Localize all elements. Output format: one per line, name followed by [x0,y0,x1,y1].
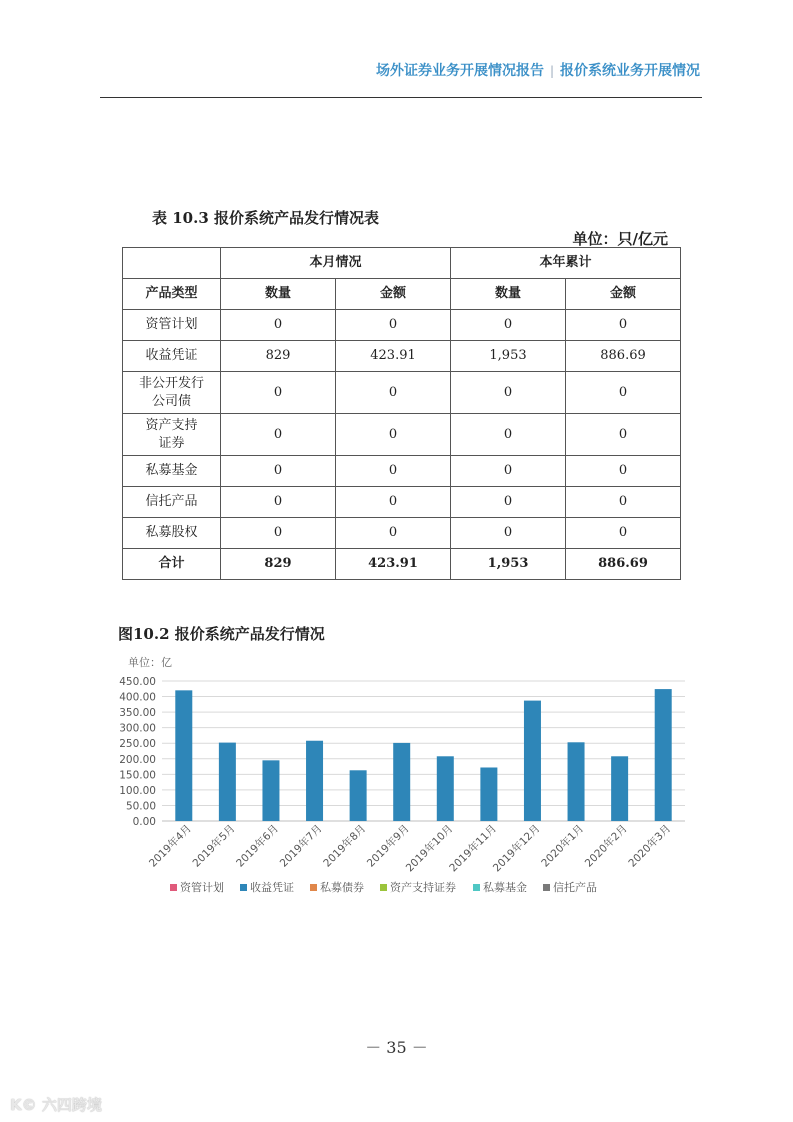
row-month-amount: 0 [336,487,451,518]
bar [175,690,192,821]
row-year-count: 0 [451,372,566,414]
table-row [123,341,681,372]
y-tick-label: 250.00 [119,738,156,751]
y-tick-label: 150.00 [119,769,156,782]
row-month-count: 0 [221,372,336,414]
row-year-count: 0 [451,518,566,549]
row-type-line1: 非公开发行 [138,375,204,391]
group-header-year: 本年累计 [451,248,681,279]
bar [655,689,672,821]
x-tick-label: 2019年7月 [277,822,325,870]
row-year-amount: 0 [566,456,681,487]
col-header-type: 产品类型 [123,279,221,310]
col-header-year-count: 数量 [451,279,566,310]
y-tick-label: 350.00 [119,707,156,720]
y-tick-label: 0.00 [132,816,156,828]
row-type-line1: 资产支持 [145,417,198,433]
table-unit: 单位：只/亿元 [572,230,668,248]
row-month-count: 0 [221,456,336,487]
row-type: 私募股权 [123,518,221,549]
x-tick-label: 2020年1月 [539,822,587,870]
row-type-line2: 公司债 [151,393,191,409]
row-month-amount: 0 [336,310,451,341]
y-tick-label: 450.00 [119,676,156,688]
row-month-amount: 423.91 [336,341,451,372]
row-year-count: 1,953 [451,341,566,372]
total-year-count: 1,953 [451,549,566,580]
bar [437,756,454,821]
row-year-amount: 886.69 [566,341,681,372]
legend-swatch [310,884,317,891]
y-tick-label: 200.00 [119,753,156,766]
legend-label: 私募基金 [483,881,527,894]
y-tick-label: 400.00 [119,691,156,704]
row-month-amount: 0 [336,372,451,414]
x-tick-label: 2020年2月 [582,822,630,870]
x-tick-label: 2019年11月 [447,822,499,875]
row-type: 收益凭证 [123,341,221,372]
y-tick-label: 50.00 [125,800,156,813]
figure-title: 图10.2 报价系统产品发行情况 [118,625,325,643]
row-month-count: 0 [221,518,336,549]
row-year-amount: 0 [566,487,681,518]
legend-label: 收益凭证 [250,881,294,894]
col-header-month-count: 数量 [221,279,336,310]
total-month-count: 829 [221,549,336,580]
watermark-logo: K© 六四跨境 [10,1096,102,1114]
bar [306,741,323,821]
x-tick-label: 2019年4月 [146,822,194,870]
row-month-amount: 0 [336,518,451,549]
page-header [376,60,700,80]
table-row [123,310,681,341]
x-tick-label: 2020年3月 [626,822,674,870]
header-rule [100,97,702,98]
row-type [123,372,221,414]
row-year-amount: 0 [566,414,681,456]
legend-label: 私募债券 [320,881,364,894]
bar [480,767,497,821]
x-tick-label: 2019年6月 [234,822,282,870]
total-row [123,549,681,580]
legend-swatch [380,884,387,891]
bar [219,743,236,821]
legend-swatch [543,884,550,891]
group-header-row [123,248,681,279]
legend-swatch [240,884,247,891]
col-header-year-amount: 金额 [566,279,681,310]
bar [262,760,279,821]
row-year-count: 0 [451,310,566,341]
legend-swatch [473,884,480,891]
y-tick-label: 300.00 [119,722,156,735]
row-month-amount: 0 [336,414,451,456]
blank-header-cell [123,248,221,279]
header-section-title: 报价系统业务开展情况 [560,63,700,79]
row-year-count: 0 [451,487,566,518]
header-report-title: 场外证券业务开展情况报告 [375,63,544,79]
row-year-amount: 0 [566,372,681,414]
row-month-amount: 0 [336,456,451,487]
bar [611,756,628,821]
row-year-count: 0 [451,456,566,487]
x-tick-label: 2019年5月 [190,822,238,870]
row-type: 资管计划 [123,310,221,341]
bar [350,770,367,821]
product-issuance-table [122,247,681,580]
column-header-row [123,279,681,310]
legend-swatch [170,884,177,891]
x-tick-label: 2019年10月 [403,822,456,875]
table-row [123,372,681,414]
row-month-count: 0 [221,414,336,456]
total-year-amount: 886.69 [566,549,681,580]
legend-label: 资管计划 [180,881,224,894]
table-row [123,487,681,518]
row-month-count: 0 [221,487,336,518]
y-axis-label: 单位：亿 [128,656,172,669]
x-tick-label: 2019年9月 [364,822,412,870]
total-month-amount: 423.91 [336,549,451,580]
row-year-amount: 0 [566,518,681,549]
table-row [123,456,681,487]
issuance-bar-chart [110,648,700,908]
y-tick-label: 100.00 [119,784,156,797]
row-year-amount: 0 [566,310,681,341]
row-type: 私募基金 [123,456,221,487]
bar [393,743,410,821]
legend-label: 资产支持证券 [390,881,456,894]
x-tick-label: 2019年8月 [321,822,369,870]
table-title: 表 10.3 报价系统产品发行情况表 [152,209,379,227]
total-type: 合计 [123,549,221,580]
bar [524,701,541,821]
row-month-count: 829 [221,341,336,372]
bar [568,742,585,821]
row-type-line2: 证券 [158,435,185,451]
col-header-month-amount: 金额 [336,279,451,310]
table-row [123,518,681,549]
group-header-month: 本月情况 [221,248,451,279]
row-type [123,414,221,456]
page-number: － 35 － [365,1038,428,1057]
header-separator: | [549,64,554,78]
table-row [123,414,681,456]
x-tick-label: 2019年12月 [490,822,543,875]
row-year-count: 0 [451,414,566,456]
row-month-count: 0 [221,310,336,341]
legend-label: 信托产品 [553,881,597,894]
row-type: 信托产品 [123,487,221,518]
